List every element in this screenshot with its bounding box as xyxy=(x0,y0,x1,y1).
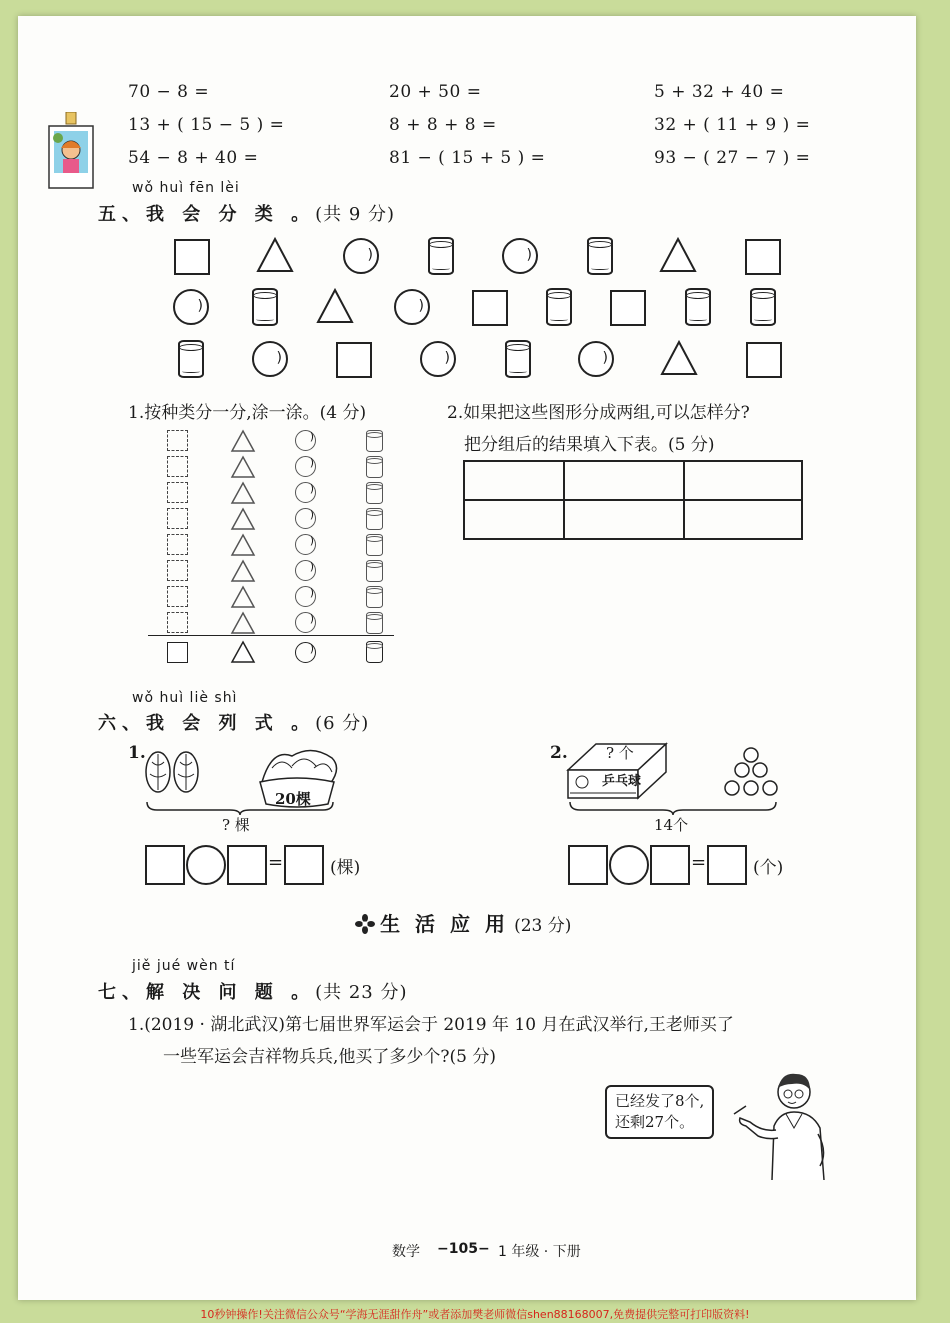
footer-page-number: −105− xyxy=(437,1241,490,1257)
tally-triangle-cell[interactable] xyxy=(230,533,256,557)
result-box[interactable] xyxy=(284,845,324,885)
section7-points: (共 23 分) xyxy=(315,982,408,1003)
sphere-shape xyxy=(394,289,430,325)
box-question-label: ? 个 xyxy=(606,744,634,762)
tally-square-cell[interactable] xyxy=(167,612,188,633)
unit-label-2: (个) xyxy=(753,858,784,878)
square-shape xyxy=(610,290,646,326)
triangle-shape xyxy=(659,237,697,273)
tally-square-cell[interactable] xyxy=(167,534,188,555)
tally-square-cell[interactable] xyxy=(167,560,188,581)
square-shape xyxy=(174,239,210,275)
tally-cylinder-cell[interactable] xyxy=(366,560,383,582)
tally-sphere-cell[interactable] xyxy=(295,482,316,503)
calc-2-1: 13 + ( 15 − 5 ) = xyxy=(128,115,285,135)
section5-question2-line2: 把分组后的结果填入下表。(5 分) xyxy=(464,435,715,455)
tally-cylinder-cell[interactable] xyxy=(366,586,383,608)
tally-square-cell[interactable] xyxy=(167,508,188,529)
tally-sphere-cell[interactable] xyxy=(295,586,316,607)
tally-sphere-cell[interactable] xyxy=(295,560,316,581)
tally-sphere-cell[interactable] xyxy=(295,430,316,451)
answer-box[interactable] xyxy=(145,845,185,885)
tally-cylinder-cell[interactable] xyxy=(366,534,383,556)
cylinder-shape xyxy=(505,340,531,378)
tally-label-triangle xyxy=(230,640,256,664)
calc-3-1: 54 − 8 + 40 = xyxy=(128,148,259,168)
problem6-2-number: 2. xyxy=(550,743,568,763)
life-application-header xyxy=(355,908,571,937)
triangle-shape xyxy=(256,237,294,273)
calc-1-3: 5 + 32 + 40 = xyxy=(654,82,785,102)
teacher-illustration xyxy=(732,1068,832,1190)
footer-grade: 1 年级 · 下册 xyxy=(498,1244,581,1260)
tally-label-sphere xyxy=(295,642,316,663)
calc-2-3: 32 + ( 11 + 9 ) = xyxy=(654,115,811,135)
equals-sign: = xyxy=(268,852,284,873)
square-shape xyxy=(746,342,782,378)
calc-2-2: 8 + 8 + 8 = xyxy=(389,115,497,135)
triangle-shape xyxy=(660,340,698,376)
grouping-cell[interactable] xyxy=(564,461,684,500)
section6-pinyin: wǒ huì liè shì xyxy=(132,690,238,706)
tally-baseline xyxy=(148,635,394,636)
cylinder-shape xyxy=(252,288,278,326)
tally-square-cell[interactable] xyxy=(167,586,188,607)
promo-banner: 10秒钟操作!关注微信公众号“学海无涯甜作舟”或者添加樊老师微信shen88168007,免费提供完整可打印版资料! xyxy=(200,1308,750,1321)
section6-points: (6 分) xyxy=(315,713,370,734)
tally-sphere-cell[interactable] xyxy=(295,456,316,477)
tally-cylinder-cell[interactable] xyxy=(366,508,383,530)
cylinder-shape xyxy=(685,288,711,326)
section7-question1-line1: 1.(2019 · 湖北武汉)第七届世界军运会于 2019 年 10 月在武汉举行,王老师买了 xyxy=(128,1015,734,1035)
triangle-shape xyxy=(316,288,354,324)
box-ping-pong-label: 乒乓球 xyxy=(602,774,642,789)
cylinder-shape xyxy=(178,340,204,378)
photo-frame-illustration xyxy=(46,112,96,192)
life-application-points: (23 分) xyxy=(514,916,572,936)
grouping-cell[interactable] xyxy=(684,461,802,500)
tally-sphere-cell[interactable] xyxy=(295,612,316,633)
total-label-1: ? 棵 xyxy=(222,816,250,834)
square-shape xyxy=(745,239,781,275)
cylinder-shape xyxy=(750,288,776,326)
operator-circle[interactable] xyxy=(186,845,226,885)
cylinder-shape xyxy=(546,288,572,326)
square-shape xyxy=(472,290,508,326)
tally-label-square xyxy=(167,642,188,663)
flower-icon xyxy=(355,914,375,934)
sphere-shape xyxy=(173,289,209,325)
section7-pinyin: jiě jué wèn tí xyxy=(132,958,236,974)
calc-1-1: 70 − 8 = xyxy=(128,82,210,102)
section7-title xyxy=(98,978,407,1004)
life-application-title: 生 活 应 用 xyxy=(380,912,509,936)
answer-box[interactable] xyxy=(650,845,690,885)
section5-question1: 1.按种类分一分,涂一涂。(4 分) xyxy=(128,403,367,423)
section5-pinyin: wǒ huì fēn lèi xyxy=(132,180,240,196)
section7-title-text: 七、解 决 问 题 。 xyxy=(98,982,316,1003)
unit-label-1: (棵) xyxy=(330,858,361,878)
sphere-shape xyxy=(252,341,288,377)
cylinder-shape xyxy=(428,237,454,275)
speech-bubble-line1: 已经发了8个, xyxy=(615,1092,705,1110)
cylinder-shape xyxy=(587,237,613,275)
tally-cylinder-cell[interactable] xyxy=(366,482,383,504)
basket-label: 20棵 xyxy=(275,790,311,808)
speech-bubble-line2: 还剩27个。 xyxy=(615,1113,695,1131)
calc-3-3: 93 − ( 27 − 7 ) = xyxy=(654,148,811,168)
tally-triangle-cell[interactable] xyxy=(230,559,256,583)
grouping-cell[interactable] xyxy=(464,461,564,500)
tally-cylinder-cell[interactable] xyxy=(366,456,383,478)
calc-1-2: 20 + 50 = xyxy=(389,82,482,102)
tally-triangle-cell[interactable] xyxy=(230,611,256,635)
tally-triangle-cell[interactable] xyxy=(230,429,256,453)
tally-square-cell[interactable] xyxy=(167,430,188,451)
tally-cylinder-cell[interactable] xyxy=(366,430,383,452)
speech-bubble xyxy=(605,1085,714,1139)
section7-question1-line2: 一些军运会吉祥物兵兵,他买了多少个?(5 分) xyxy=(163,1047,497,1067)
answer-box[interactable] xyxy=(568,845,608,885)
sphere-shape xyxy=(420,341,456,377)
section6-title-text: 六、我 会 列 式 。 xyxy=(98,713,316,734)
equals-sign: = xyxy=(691,852,707,873)
tally-square-cell[interactable] xyxy=(167,482,188,503)
tally-sphere-cell[interactable] xyxy=(295,534,316,555)
footer-subject: 数学 xyxy=(392,1244,420,1260)
tally-label-cylinder xyxy=(366,641,383,663)
result-box[interactable] xyxy=(707,845,747,885)
tally-sphere-cell[interactable] xyxy=(295,508,316,529)
ping-pong-balls-illustration xyxy=(722,746,780,804)
problem6-1-number: 1. xyxy=(128,743,146,763)
sphere-shape xyxy=(502,238,538,274)
tally-cylinder-cell[interactable] xyxy=(366,612,383,634)
sphere-shape xyxy=(343,238,379,274)
section5-title-text: 五、我 会 分 类 。 xyxy=(98,204,316,225)
grouping-cell[interactable] xyxy=(464,500,564,539)
section5-points: (共 9 分) xyxy=(315,204,396,225)
tally-triangle-cell[interactable] xyxy=(230,585,256,609)
total-label-2: 14个 xyxy=(654,816,689,834)
tally-square-cell[interactable] xyxy=(167,456,188,477)
section5-question2-line1: 2.如果把这些图形分成两组,可以怎样分? xyxy=(447,403,750,423)
answer-box[interactable] xyxy=(227,845,267,885)
grouping-cell[interactable] xyxy=(564,500,684,539)
tally-triangle-cell[interactable] xyxy=(230,481,256,505)
grouping-table xyxy=(463,460,803,540)
square-shape xyxy=(336,342,372,378)
tally-triangle-cell[interactable] xyxy=(230,507,256,531)
section6-title xyxy=(98,709,369,735)
sphere-shape xyxy=(578,341,614,377)
tally-triangle-cell[interactable] xyxy=(230,455,256,479)
calc-3-2: 81 − ( 15 + 5 ) = xyxy=(389,148,546,168)
operator-circle[interactable] xyxy=(609,845,649,885)
section5-title xyxy=(98,200,395,226)
grouping-cell[interactable] xyxy=(684,500,802,539)
